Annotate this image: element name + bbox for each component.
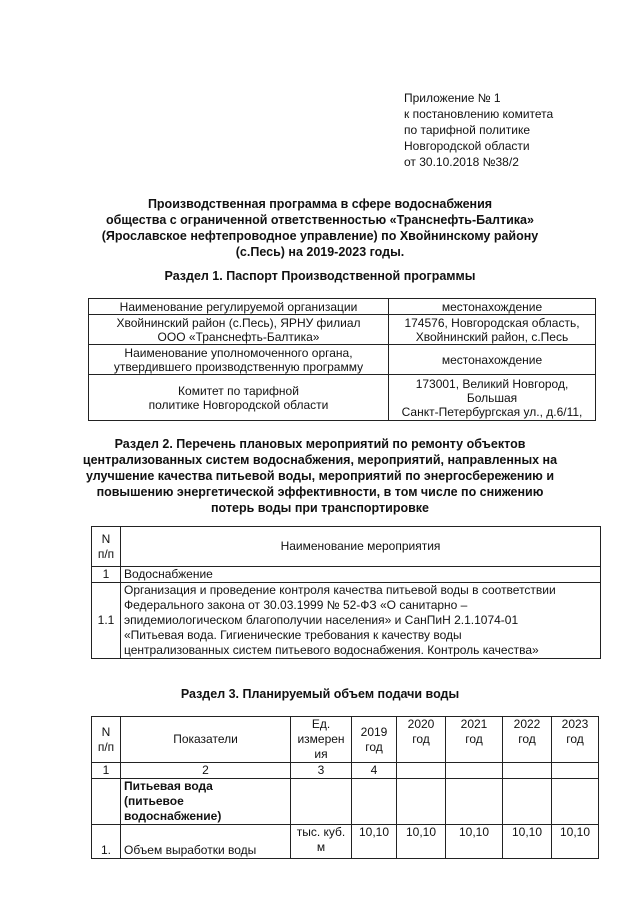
section3-heading: Раздел 3. Планируемый объем подачи воды (180, 687, 460, 701)
table-cell (89, 375, 389, 421)
cell-line: «Питьевая вода. Гигиенические требования к качеству воды (124, 628, 462, 642)
table-cell: 1 (92, 567, 121, 583)
cell-line: Хвойнинский район (с.Песь), ЯРНУ филиал (116, 315, 361, 330)
table-row (92, 567, 601, 583)
cell-line: 2021 (460, 717, 488, 731)
appendix-line: к постановлению комитета (404, 107, 554, 121)
table-cell: 10,10 (352, 825, 397, 859)
cell-line: Наименование уполномоченного органа, (124, 345, 353, 360)
passport-table (88, 298, 596, 421)
table-cell (389, 375, 596, 421)
cell-line: 173001, Великий Новгород, Большая (415, 377, 569, 405)
table-cell (291, 825, 352, 859)
cell-line: ООО «Транснефть-Балтика» (157, 329, 320, 344)
appendix-line: по тарифной политике (404, 123, 530, 137)
heading-line: улучшение качества питьевой воды, мероприятий по энергосбережению и (85, 469, 555, 483)
cell-line: Комитет по тарифной (178, 383, 299, 398)
table-cell (552, 779, 599, 825)
table-row (89, 375, 596, 421)
cell-line: измерен (297, 732, 345, 746)
cell-line: год (566, 732, 584, 746)
table-cell (92, 717, 121, 763)
table-cell: Водоснабжение (121, 567, 601, 583)
table-cell (121, 583, 601, 659)
cell-line: п/п (97, 739, 115, 754)
table-row (92, 527, 601, 567)
cell-line: Ед. (311, 717, 331, 731)
table-cell (92, 779, 121, 825)
cell-line: год (465, 732, 483, 746)
table-cell (389, 315, 596, 345)
cell-line: утвердившего производственную программу (113, 359, 364, 374)
heading-line: централизованных систем водоснабжения, мероприятий, направленных на (82, 453, 558, 467)
table-cell (397, 763, 446, 779)
cell-line: эпидемиологическом благополучии населения» и СанПиН 2.1.1074-01 (124, 613, 519, 627)
table-cell (503, 779, 552, 825)
table-cell: 10,10 (503, 825, 552, 859)
appendix-line: от 30.10.2018 №38/2 (404, 155, 519, 169)
table-cell (397, 779, 446, 825)
cell-line: Организация и проведение контроля качества питьевой воды в соответствии (124, 583, 556, 597)
table-cell: 1. (92, 825, 121, 859)
cell-line: централизованных систем питьевого водоснабжения. Контроль качества» (124, 643, 539, 657)
table-cell: 3 (291, 763, 352, 779)
cell-line: N (101, 724, 111, 739)
table-row (89, 345, 596, 375)
table-cell (92, 527, 121, 567)
table-row (92, 763, 599, 779)
table-row (89, 299, 596, 315)
table-cell: Объем выработки воды (121, 825, 291, 859)
measures-table (91, 526, 601, 659)
cell-line: 2023 (561, 717, 589, 731)
appendix-line: Приложение № 1 (404, 91, 501, 105)
cell-line: год (365, 739, 383, 754)
cell-line: 174576, Новгородская область, (404, 315, 580, 330)
table-cell: 1.1 (92, 583, 121, 659)
cell-line: тыс. куб. (296, 825, 346, 839)
cell-line: Санкт-Петербургская ул., д.6/11, (401, 405, 583, 419)
table-cell: местонахождение (389, 299, 596, 315)
table-cell (89, 315, 389, 345)
heading-line: Раздел 2. Перечень плановых мероприятий по ремонту объектов (114, 437, 526, 451)
heading-line: повышению энергетической эффективности, в том числе по снижению (96, 485, 544, 499)
cell-line: 2019 (360, 724, 388, 739)
table-cell: местонахождение (389, 345, 596, 375)
cell-line: Хвойнинский район, с.Песь (415, 329, 569, 344)
title-line: (Ярославское нефтепроводное управление) по Хвойнинскому району (101, 229, 539, 243)
cell-line: п/п (97, 546, 115, 561)
table-cell: 10,10 (446, 825, 503, 859)
table-cell (397, 717, 446, 763)
table-cell: 10,10 (397, 825, 446, 859)
table-cell (446, 779, 503, 825)
cell-line: Федерального закона от 30.03.1999 № 52-ФЗ «О санитарно – (124, 598, 468, 612)
table-cell: 1 (92, 763, 121, 779)
table-cell (446, 717, 503, 763)
water-supply-table (91, 716, 599, 859)
section2-heading (60, 436, 580, 516)
table-cell (552, 717, 599, 763)
table-cell: 4 (352, 763, 397, 779)
cell-line: 2022 (513, 717, 541, 731)
table-cell (552, 763, 599, 779)
table-cell (503, 717, 552, 763)
table-cell (89, 345, 389, 375)
table-cell (503, 763, 552, 779)
table-row (92, 583, 601, 659)
table-cell (291, 717, 352, 763)
table-row (92, 779, 599, 825)
cell-line: Питьевая вода (124, 779, 213, 793)
cell-line: (питьевое (124, 794, 184, 808)
cell-line: водоснабжение) (124, 809, 222, 823)
section1-heading: Раздел 1. Паспорт Производственной программы (164, 269, 476, 283)
table-cell (291, 779, 352, 825)
appendix-line: Новгородской области (404, 139, 530, 153)
document-title (60, 196, 580, 260)
table-cell: 2 (121, 763, 291, 779)
title-line: общества с ограниченной ответственностью «Транснефть-Балтика» (106, 213, 534, 227)
table-row (89, 315, 596, 345)
cell-line: год (518, 732, 536, 746)
cell-line: N (101, 531, 111, 546)
table-cell (446, 763, 503, 779)
table-cell (352, 779, 397, 825)
title-line: Производственная программа в сфере водоснабжения (147, 197, 493, 211)
cell-line: м (316, 840, 326, 854)
table-row (92, 717, 599, 763)
cell-line: политике Новгородской области (148, 397, 329, 412)
table-cell: Наименование регулируемой организации (89, 299, 389, 315)
cell-line: 2020 (407, 717, 435, 731)
table-cell (121, 779, 291, 825)
heading-line: потерь воды при транспортировке (211, 501, 429, 515)
table-cell: Наименование мероприятия (121, 527, 601, 567)
cell-line: ия (314, 747, 328, 761)
title-line: (с.Песь) на 2019-2023 годы. (235, 245, 405, 259)
table-cell (352, 717, 397, 763)
table-row (92, 825, 599, 859)
appendix-note (404, 90, 553, 170)
table-cell: Показатели (121, 717, 291, 763)
table-cell: 10,10 (552, 825, 599, 859)
cell-line: год (412, 732, 430, 746)
